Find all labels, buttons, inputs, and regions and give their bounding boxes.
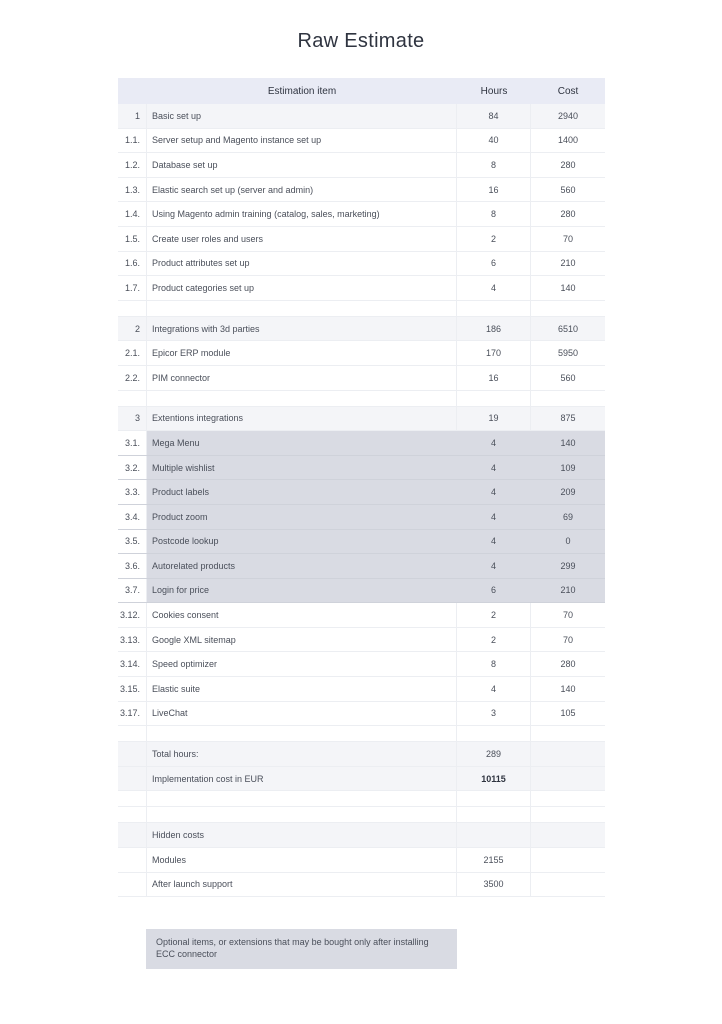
- legend-note: Optional items, or extensions that may be bought only after installing ECC connector: [146, 929, 457, 969]
- table-row: 1 Basic set up 84 2940: [118, 104, 605, 129]
- hidden-costs-row: Hidden costs: [118, 823, 605, 848]
- table-row-highlighted: 3.5. Postcode lookup 4 0: [118, 530, 605, 555]
- table-row: 2 Integrations with 3d parties 186 6510: [118, 317, 605, 342]
- spacer-row: [118, 726, 605, 742]
- total-hours-row: Total hours: 289: [118, 742, 605, 767]
- table-row: 1.3. Elastic search set up (server and admin) 16 560: [118, 178, 605, 203]
- page-title: Raw Estimate: [297, 30, 425, 52]
- header-item: Estimation item: [267, 85, 337, 97]
- table-row: 1.4. Using Magento admin training (catalog, sales, marketing) 8 280: [118, 202, 605, 227]
- table-row: 1.1. Server setup and Magento instance set up 40 1400: [118, 129, 605, 154]
- support-row: After launch support 3500: [118, 873, 605, 898]
- table-row: 1.5. Create user roles and users 2 70: [118, 227, 605, 252]
- table-row-highlighted: 3.2. Multiple wishlist 4 109: [118, 456, 605, 481]
- header-num: [118, 78, 147, 104]
- table-row: 1.6. Product attributes set up 6 210: [118, 252, 605, 277]
- table-row: 3.12. Cookies consent 2 70: [118, 603, 605, 628]
- table-row: 3.14. Speed optimizer 8 280: [118, 652, 605, 677]
- table-row-highlighted: 3.1. Mega Menu 4 140: [118, 431, 605, 456]
- spacer-row: [118, 807, 605, 823]
- table-row-highlighted: 3.7. Login for price 6 210: [118, 579, 605, 604]
- implementation-cost-row: Implementation cost in EUR 10115: [118, 767, 605, 792]
- spacer-row: [118, 791, 605, 807]
- table-row: 3.15. Elastic suite 4 140: [118, 677, 605, 702]
- table-row: 3.17. LiveChat 3 105: [118, 702, 605, 727]
- header-hours: Hours: [480, 85, 508, 97]
- table-row-highlighted: 3.3. Product labels 4 209: [118, 480, 605, 505]
- table-row: 2.2. PIM connector 16 560: [118, 366, 605, 391]
- table-header: [118, 78, 605, 104]
- spacer-row: [118, 391, 605, 407]
- spacer-row: [118, 301, 605, 317]
- table-row: 1.7. Product categories set up 4 140: [118, 276, 605, 301]
- table-row-highlighted: 3.4. Product zoom 4 69: [118, 505, 605, 530]
- table-row-highlighted: 3.6. Autorelated products 4 299: [118, 554, 605, 579]
- header-cost: Cost: [557, 85, 579, 97]
- table-row: 3 Extentions integrations 19 875: [118, 407, 605, 432]
- table-row: 3.13. Google XML sitemap 2 70: [118, 628, 605, 653]
- table-row: 2.1. Epicor ERP module 170 5950: [118, 341, 605, 366]
- table-row: 1.2. Database set up 8 280: [118, 153, 605, 178]
- estimate-table: [118, 78, 605, 897]
- modules-row: Modules 2155: [118, 848, 605, 873]
